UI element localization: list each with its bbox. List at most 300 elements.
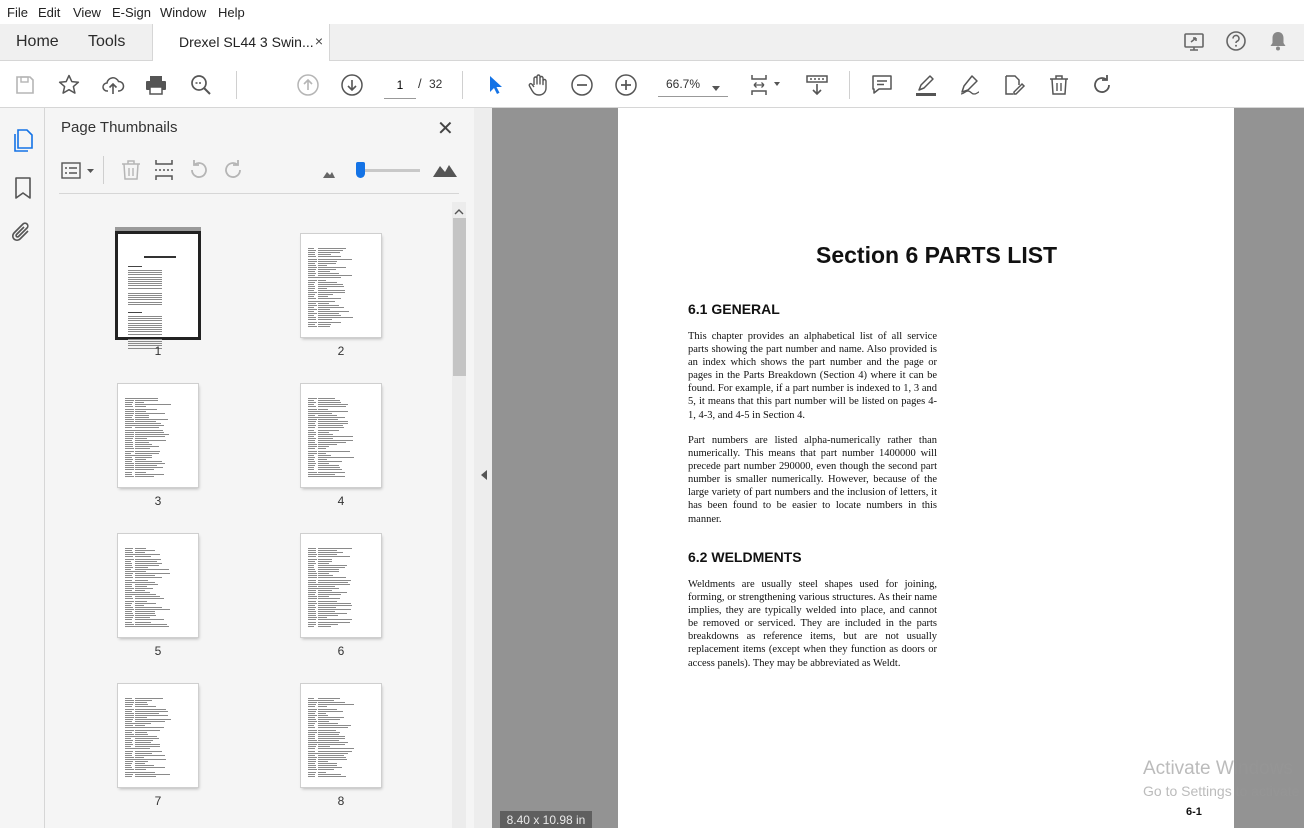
thumbnail-text-line — [308, 761, 316, 762]
thumbnail-text-line — [128, 270, 162, 271]
thumbnail-text-line — [135, 709, 166, 710]
panel-collapse-strip[interactable] — [474, 108, 492, 828]
thumbnail-text-line — [308, 417, 318, 418]
thumbnail-text-line — [135, 580, 148, 581]
menu-help[interactable]: Help — [218, 5, 245, 20]
share-screen-icon[interactable] — [1183, 31, 1207, 53]
page-fit-icon[interactable] — [749, 73, 785, 97]
thumbnail-text-line — [308, 613, 316, 614]
thumbnail-text-line — [318, 601, 337, 602]
thumbnail-text-line — [318, 309, 330, 310]
thumbnail-text-line — [308, 702, 317, 703]
thumbnail-text-line — [135, 550, 155, 551]
thumbnail-text-line — [318, 717, 344, 718]
thumbnail-text-line — [125, 442, 133, 443]
thumbnail-text-line — [135, 556, 151, 557]
thumbnail-text-line — [135, 776, 156, 777]
thumbnail-text-line — [308, 411, 318, 412]
thumbnail-text-line — [308, 421, 316, 422]
thumbnail-text-line — [135, 569, 169, 570]
thumbnail-text-line — [125, 556, 133, 557]
thumbnail-text-line — [135, 472, 146, 473]
thumbnail-text-line — [308, 430, 314, 431]
rotate-left-icon[interactable] — [187, 158, 211, 182]
thumbnail-text-line — [135, 698, 163, 699]
thumbnail-text-line — [125, 436, 134, 437]
thumbnail-text-line — [308, 584, 318, 585]
thumbnail-text-line — [308, 700, 318, 701]
thumbnail-text-line — [308, 451, 317, 452]
thumbnail-text-line — [135, 772, 155, 773]
thumbnail-text-line — [125, 767, 132, 768]
select-cursor-icon[interactable] — [483, 73, 507, 97]
zoom-level-select[interactable] — [658, 72, 728, 97]
page-thumbnail[interactable] — [118, 234, 198, 337]
thumbnail-text-line — [308, 565, 314, 566]
scroll-up-arrow-icon[interactable] — [454, 204, 464, 214]
thumbnail-text-line — [125, 444, 133, 445]
thumbnail-text-line — [308, 757, 317, 758]
thumbnail-text-line — [135, 411, 146, 412]
menu-file[interactable]: File — [7, 5, 28, 20]
panel-title: Page Thumbnails — [61, 119, 178, 136]
thumbnail-text-line — [128, 302, 162, 303]
thumbnail-text-line — [308, 444, 317, 445]
redo-icon[interactable] — [1090, 73, 1114, 97]
thumbnail-text-line — [125, 446, 133, 447]
thumbnail-text-line — [135, 457, 152, 458]
thumbnail-text-line — [308, 740, 317, 741]
thumbnail-text-line — [318, 567, 345, 568]
thumbnail-text-line — [318, 273, 339, 274]
activate-windows-subtext: Go to Settings to activate — [1143, 783, 1300, 799]
thumbnail-text-line — [318, 269, 336, 270]
thumbnail-text-line — [318, 769, 334, 770]
thumbnail-text-line — [125, 406, 133, 407]
thumbnail-text-line — [125, 575, 132, 576]
thumbnail-text-line — [308, 261, 317, 262]
thumbnail-text-line — [308, 594, 315, 595]
thumbnail-text-line — [308, 548, 316, 549]
search-zoom-icon[interactable] — [189, 73, 213, 97]
thumbnail-text-line — [125, 709, 134, 710]
thumbnail-text-line — [135, 601, 147, 602]
thumbnail-text-line — [125, 469, 134, 470]
thumbnail-text-line — [135, 455, 152, 456]
thumbnail-text-line — [308, 248, 314, 249]
thumbnail-text-line — [318, 706, 327, 707]
thumbnail-text-line — [135, 605, 144, 606]
thumbnail-text-line — [128, 329, 162, 330]
zoom-out-icon[interactable] — [570, 73, 594, 97]
thumbnail-text-line — [308, 404, 314, 405]
thumbnail-text-line — [308, 250, 316, 251]
thumbnail-text-line — [135, 554, 160, 555]
thumbnail-text-line — [308, 550, 316, 551]
thumbnail-text-line — [318, 611, 335, 612]
thumbnail-text-line — [308, 292, 317, 293]
thumbnail-text-line — [308, 575, 317, 576]
thumbnail-text-line — [308, 453, 317, 454]
thumbnail-text-line — [308, 569, 315, 570]
thumbnail-text-line — [318, 290, 345, 291]
thumbnail-text-line — [308, 725, 314, 726]
thumbnail-text-line — [318, 326, 330, 327]
thumbnail-text-line — [318, 552, 343, 553]
thumbnail-text-line — [135, 453, 159, 454]
thumbnail-text-line — [318, 577, 346, 578]
tab-tools[interactable]: Tools — [88, 33, 126, 50]
thumbnail-text-line — [308, 711, 316, 712]
draw-pen-icon[interactable] — [958, 73, 982, 97]
thumbnail-size-slider-handle[interactable] — [356, 162, 365, 178]
notifications-bell-icon[interactable] — [1268, 30, 1288, 52]
page-thumbnail[interactable] — [118, 684, 198, 787]
thumbnail-text-line — [308, 715, 317, 716]
thumbnail-text-line — [318, 559, 332, 560]
next-page-icon[interactable] — [340, 73, 364, 97]
thumbnail-text-line — [125, 417, 132, 418]
page-thumbnail[interactable] — [301, 534, 381, 637]
thumbnail-text-line — [318, 767, 342, 768]
insert-page-icon[interactable] — [153, 158, 177, 182]
thumbnail-text-line — [125, 592, 135, 593]
menu-window[interactable]: Window — [160, 5, 207, 20]
thumbnail-text-line — [308, 307, 314, 308]
thumbnail-text-line — [125, 746, 131, 747]
thumbnail-text-line — [135, 561, 157, 562]
thumbnail-text-line — [125, 453, 131, 454]
thumbnail-text-line — [308, 698, 314, 699]
thumbnail-text-line — [308, 704, 316, 705]
thumbnail-text-line — [125, 723, 135, 724]
thumbnail-text-line — [308, 267, 317, 268]
thumbnail-text-line — [125, 400, 134, 401]
thumbnail-text-line — [318, 727, 348, 728]
thumbnail-text-line — [125, 734, 134, 735]
thumbnail-text-line — [318, 282, 337, 283]
thumbnail-text-line — [308, 596, 317, 597]
page-thumbnails-panel — [45, 108, 474, 828]
thumbnail-text-line — [308, 269, 316, 270]
thumbnail-text-line — [318, 402, 341, 403]
toolbar-divider — [236, 71, 237, 99]
thumbnail-text-line — [318, 467, 340, 468]
thumbnail-text-line — [308, 751, 315, 752]
thumbnail-text-line — [318, 556, 350, 557]
thumbnail-heading-line — [128, 312, 142, 313]
panel-scrollbar-thumb[interactable] — [453, 218, 466, 376]
thumbnail-text-line — [125, 409, 134, 410]
thumbnail-text-line — [308, 317, 316, 318]
tab-home[interactable]: Home — [16, 33, 59, 50]
thumbnail-text-line — [125, 569, 131, 570]
comment-icon[interactable] — [870, 73, 894, 97]
thumbnail-text-line — [135, 719, 171, 720]
thumbnail-text-line — [135, 727, 164, 728]
scrolling-mode-icon[interactable] — [805, 73, 829, 97]
thumbnail-text-line — [128, 327, 162, 328]
page-footer-number: 6-1 — [1186, 806, 1202, 818]
thumbnail-text-line — [125, 552, 133, 553]
panel-close-button[interactable]: ✕ — [437, 118, 454, 140]
thumbnail-text-line — [318, 265, 327, 266]
page-thumbnails-icon[interactable] — [11, 128, 35, 154]
thumbnail-text-line — [318, 732, 340, 733]
thumbnail-text-line — [308, 624, 316, 625]
thumbnail-text-line — [135, 738, 159, 739]
thumbnail-text-line — [318, 748, 354, 749]
thumbnail-text-line — [308, 601, 316, 602]
thumbnail-text-line — [318, 580, 351, 581]
thumbnail-text-line — [318, 421, 348, 422]
thumbnail-text-line — [135, 598, 164, 599]
thumbnail-text-line — [125, 459, 133, 460]
thumbnail-text-line — [135, 753, 152, 754]
thumbnail-text-line — [128, 274, 162, 275]
thumbnail-text-line — [318, 476, 345, 477]
delete-page-icon[interactable] — [119, 158, 143, 182]
thumbnail-text-line — [308, 767, 316, 768]
menu-view[interactable]: View — [73, 5, 101, 20]
thumbnail-text-line — [135, 427, 159, 428]
thumbnail-text-line — [318, 609, 351, 610]
thumbnail-text-line — [318, 319, 332, 320]
thumbnail-text-line — [308, 457, 315, 458]
thumbnail-text-line — [135, 736, 157, 737]
thumbnail-text-line — [318, 607, 336, 608]
section-heading-weldments: 6.2 WELDMENTS — [688, 549, 802, 565]
help-icon[interactable] — [1225, 30, 1247, 52]
thumbnail-text-line — [135, 607, 162, 608]
thumbnail-text-line — [128, 283, 162, 284]
thumbnail-text-line — [125, 715, 134, 716]
thumbnail-text-line — [318, 284, 343, 285]
thumbnail-text-line — [125, 554, 135, 555]
thumbnail-text-line — [135, 440, 166, 441]
attachments-paperclip-icon[interactable] — [10, 220, 34, 246]
thumbnail-text-line — [308, 400, 314, 401]
thumbnail-text-line — [318, 444, 337, 445]
thumbnail-text-line — [308, 567, 314, 568]
thumbnail-text-line — [308, 590, 316, 591]
thumbnail-text-line — [308, 427, 315, 428]
page-thumbnail-number: 4 — [337, 494, 345, 508]
thumbnail-text-line — [318, 324, 331, 325]
thumbnail-text-line — [125, 421, 134, 422]
thumbnail-text-line — [318, 704, 354, 705]
thumbnail-text-line — [308, 463, 316, 464]
thumbnail-text-line — [125, 550, 132, 551]
thumbnail-text-line — [125, 732, 132, 733]
thumbnail-text-line — [308, 713, 315, 714]
thumbnail-text-line — [128, 295, 162, 296]
thumbnail-text-line — [308, 455, 314, 456]
zoom-in-icon[interactable] — [614, 73, 638, 97]
page-thumbnail[interactable] — [118, 534, 198, 637]
thumbnail-text-line — [318, 765, 337, 766]
thumbnail-text-line — [135, 474, 164, 475]
thumbnail-text-line — [125, 457, 132, 458]
thumbnail-text-line — [135, 609, 170, 610]
page-thumbnail-number: 5 — [154, 644, 162, 658]
thumbnail-text-line — [135, 702, 147, 703]
thumbnail-text-line — [308, 706, 315, 707]
thumbnail-text-line — [318, 603, 351, 604]
thumbnail-text-line — [135, 725, 145, 726]
save-icon[interactable] — [13, 73, 37, 97]
thumbnail-text-line — [318, 746, 330, 747]
menu-esign[interactable]: E-Sign — [112, 5, 152, 20]
thumbnail-text-line — [125, 753, 132, 754]
close-tab-button[interactable]: × — [314, 33, 323, 49]
thumbnail-text-line — [125, 580, 132, 581]
thumbnail-text-line — [318, 448, 326, 449]
panel-scrollbar[interactable] — [452, 202, 466, 828]
thumbnail-text-line — [125, 451, 134, 452]
thumbnail-text-line — [125, 757, 134, 758]
previous-page-icon[interactable] — [296, 73, 320, 97]
thumbnail-text-line — [318, 277, 341, 278]
thumbnail-text-line — [135, 617, 150, 618]
thumbnail-text-line — [135, 586, 147, 587]
page-thumbnail[interactable] — [301, 234, 381, 337]
thumbnail-text-line — [308, 609, 315, 610]
thumbnail-text-line — [308, 723, 315, 724]
thumbnail-text-line — [125, 548, 133, 549]
chevron-down-icon — [711, 80, 721, 88]
thumbnail-text-line — [308, 615, 316, 616]
thumbnail-text-line — [318, 763, 337, 764]
thumbnail-text-line — [308, 459, 314, 460]
thumbnail-text-line — [308, 472, 317, 473]
thumbnail-text-line — [308, 313, 317, 314]
paragraph-general-2: Part numbers are listed alpha-numerically rather than numerically. This means that part number 1400000 will precede part number 290000, even though the second part number is smaller numerically. However, because of the large variety of part numbers and the inclusion of letters, it has been found to be easier to locate numbers in this manner. — [688, 435, 937, 525]
thumbnail-text-line — [135, 763, 145, 764]
thumbnail-text-line — [308, 413, 318, 414]
tab-document[interactable] — [152, 24, 330, 61]
thumbnail-text-line — [135, 448, 150, 449]
page-thumbnail[interactable] — [301, 384, 381, 487]
thumbnail-text-line — [318, 261, 337, 262]
thumbnail-text-line — [318, 415, 337, 416]
thumbnail-text-line — [318, 700, 334, 701]
thumbnail-text-line — [135, 421, 156, 422]
thumbnail-text-line — [135, 552, 145, 553]
thumbnail-text-line — [308, 254, 315, 255]
menu-edit[interactable]: Edit — [38, 5, 61, 20]
thumbnail-text-line — [318, 461, 342, 462]
thumbnail-text-line — [318, 619, 352, 620]
page-number-input[interactable] — [384, 72, 416, 99]
paragraph-general-1: This chapter provides an alphabetical list of all service parts showing the part number and name. Also provided is an index which shows the part number and the page or pages in the Parts Breakdown (Section 4) where it can be found. For example, if a part number is indexed to 1, 3 and 5, it means that this part number will be listed on pages 4-1, 4-3, and 4-5 in Section 4. — [688, 331, 937, 421]
thumbnail-text-line — [125, 402, 133, 403]
page-thumbnail[interactable] — [118, 384, 198, 487]
thumbnail-text-line — [308, 607, 316, 608]
thumbnail-text-line — [125, 761, 133, 762]
thumbnail-text-line — [135, 734, 148, 735]
thumbnail-text-line — [318, 294, 333, 295]
rotate-right-icon[interactable] — [221, 158, 245, 182]
bookmarks-icon[interactable] — [13, 176, 33, 200]
thumbnail-text-line — [125, 567, 133, 568]
large-mountain-icon — [432, 160, 458, 178]
thumbnail-text-line — [125, 467, 134, 468]
thumbnail-text-line — [318, 271, 330, 272]
fill-sign-icon[interactable] — [1002, 73, 1026, 97]
collapse-arrow-icon[interactable] — [480, 468, 488, 480]
thumbnail-text-line — [135, 404, 171, 405]
thumbnail-text-line — [308, 284, 314, 285]
thumbnail-text-line — [318, 588, 339, 589]
thumbnail-text-line — [135, 717, 147, 718]
thumbnail-text-line — [308, 326, 317, 327]
thumbnail-text-line — [135, 451, 160, 452]
thumbnail-text-line — [135, 563, 162, 564]
thumbnail-text-line — [318, 313, 339, 314]
thumbnail-text-line — [135, 742, 151, 743]
thumbnail-text-line — [135, 413, 165, 414]
thumbnail-text-line — [318, 457, 354, 458]
thumbnail-size-slider[interactable] — [357, 169, 420, 172]
thumbnail-text-line — [125, 413, 134, 414]
thumbnail-text-line — [318, 288, 327, 289]
thumbnail-text-line — [135, 769, 146, 770]
thumbnail-text-line — [125, 573, 133, 574]
thumbnail-text-line — [318, 440, 353, 441]
thumbnail-text-line — [318, 550, 337, 551]
thumbnail-text-line — [125, 711, 132, 712]
thumbnail-text-line — [308, 774, 315, 775]
thumbnail-text-line — [125, 427, 132, 428]
thumbnail-text-line — [308, 319, 316, 320]
thumbnail-options-menu-icon[interactable] — [60, 160, 98, 182]
thumbnail-text-line — [135, 430, 163, 431]
thumbnail-text-line — [318, 721, 329, 722]
thumbnail-text-line — [308, 738, 315, 739]
thumbnail-text-line — [128, 316, 162, 317]
thumbnail-text-line — [125, 706, 132, 707]
thumbnail-text-line — [308, 622, 316, 623]
thumbnail-text-line — [125, 721, 132, 722]
page-thumbnail[interactable] — [301, 684, 381, 787]
thumbnail-text-line — [125, 607, 133, 608]
thumbnail-text-line — [128, 293, 162, 294]
bookmark-star-icon[interactable] — [57, 73, 81, 97]
document-view[interactable] — [474, 108, 1304, 828]
thumbnail-text-line — [135, 438, 147, 439]
thumbnail-text-line — [308, 730, 317, 731]
thumbnail-text-line — [308, 759, 316, 760]
print-icon[interactable] — [144, 73, 168, 97]
thumbnail-text-line — [125, 755, 132, 756]
thumbnail-list — [59, 200, 454, 828]
thumbnail-text-line — [308, 573, 317, 574]
thumbnail-text-line — [318, 594, 341, 595]
thumbnail-text-line — [308, 303, 316, 304]
hand-tool-icon[interactable] — [526, 73, 550, 97]
thumbnail-text-line — [308, 398, 317, 399]
highlight-pen-icon[interactable] — [914, 73, 938, 97]
thumbnail-text-line — [135, 596, 160, 597]
thumbnail-text-line — [318, 757, 346, 758]
upload-cloud-icon[interactable] — [101, 73, 125, 97]
delete-trash-icon[interactable] — [1047, 73, 1071, 97]
thumbnail-text-line — [125, 740, 133, 741]
thumbnail-text-line — [318, 311, 349, 312]
page-thumbnail-number: 1 — [154, 344, 162, 358]
thumbnail-text-line — [135, 704, 148, 705]
